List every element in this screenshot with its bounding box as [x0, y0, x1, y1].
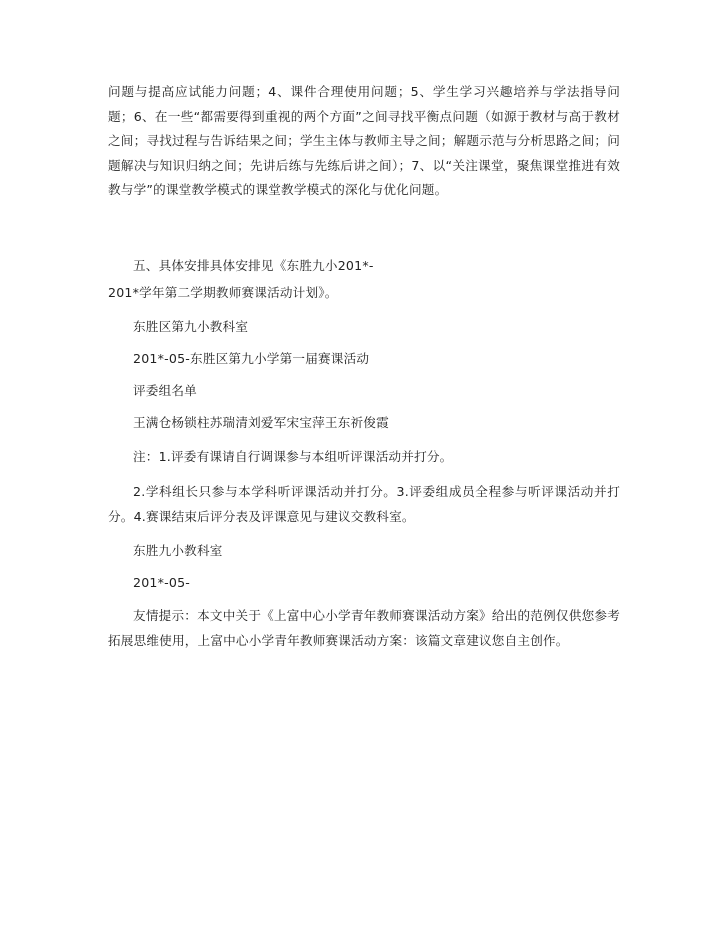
note-1: 注：1.评委有课请自行调课参与本组听评课活动并打分。 [133, 449, 453, 464]
event-title: 201*-05-东胜区第九小学第一届赛课活动 [133, 351, 370, 366]
office-name: 东胜区第九小教科室 [133, 319, 249, 334]
signature-date: 201*-05- [133, 575, 191, 590]
section-5-continuation: 201*学年第二学期教师赛课活动计划》。 [108, 285, 338, 300]
jury-heading: 评委组名单 [133, 383, 197, 398]
friendly-tip: 友情提示：本文中关于《上富中心小学青年教师赛课活动方案》给出的范例仅供您参考拓展思维使用，上富中心小学青年教师赛课活动方案：该篇文章建议您自主创作。 [108, 608, 620, 648]
signature-office: 东胜九小教科室 [133, 543, 223, 558]
jury-members: 王满仓杨锁柱苏瑞清刘爱军宋宝萍王东祈俊霞 [133, 415, 389, 430]
section-5-heading: 五、具体安排具体安排见《东胜九小201*- [133, 258, 374, 273]
notes-2-to-4: 2.学科组长只参与本学科听评课活动并打分。3.评委组成员全程参与听评课活动并打分。4.赛课结束后评分表及评课意见与建议交教科室。 [108, 484, 620, 524]
paragraph-issues-list: 问题与提高应试能力问题；4、课件合理使用问题；5、学生学习兴趣培养与学法指导问题；6、在一些“都需要得到重视的两个方面”之间寻找平衡点问题（如源于教材与高于教材之间；寻找过程与告诉结果之间；学生主体与教师主导之间；解题示范与分析思路之间；问题解决与知识归纳之间；先讲后练与先练后讲之间）；7、以“关注课堂，聚焦课堂推进有效教与学”的课堂教学模式的课堂教学模式的深化与优化问题。 [108, 84, 620, 198]
